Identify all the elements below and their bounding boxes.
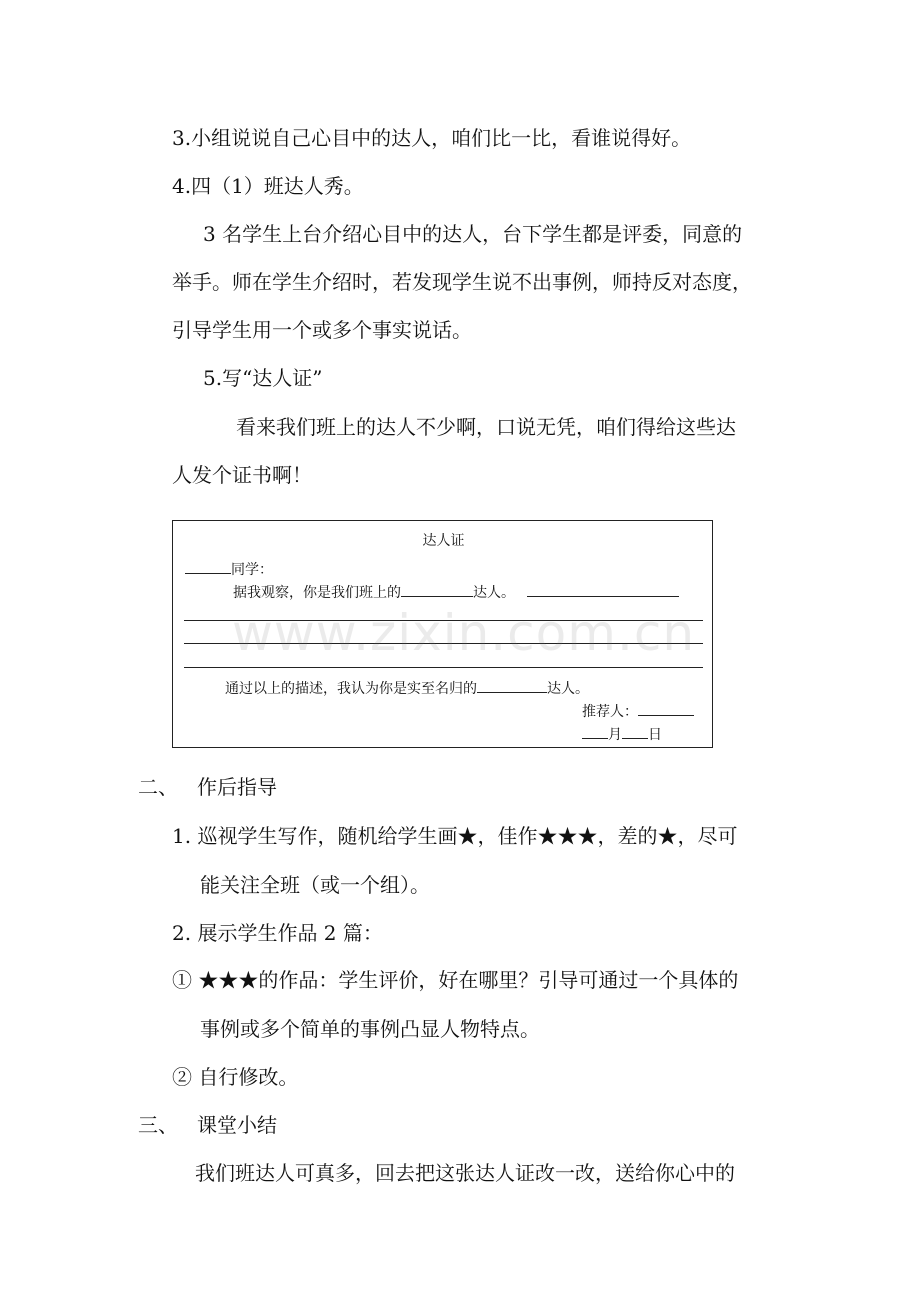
certificate-greeting-line	[185, 559, 273, 577]
recommender-blank	[638, 701, 694, 716]
conclusion-blank	[477, 678, 547, 693]
recommender-label: 推荐人：	[582, 704, 638, 720]
recommender-line	[582, 701, 694, 719]
step-3-text: 3.小组说说自己心目中的达人，咱们比一比，看谁说得好。	[172, 126, 692, 150]
talent-blank	[401, 582, 473, 597]
step-4-heading: 4.四（1）班达人秀。	[172, 174, 364, 198]
date-line	[582, 724, 662, 742]
conclusion-suffix: 达人。	[547, 681, 589, 697]
observe-suffix: 达人。	[473, 585, 515, 601]
section-2-item-2: 2. 展示学生作品 2 篇：	[172, 921, 383, 945]
watermark: www.zixin.com.cn	[232, 604, 696, 662]
day-label: 日	[648, 727, 662, 743]
section-3-title: 课堂小结	[197, 1113, 277, 1137]
name-blank	[185, 559, 231, 574]
description-line-3	[184, 667, 703, 668]
section-3-body: 我们班达人可真多，回去把这张达人证改一改，送给你心中的	[195, 1161, 735, 1185]
section-2-title: 作后指导	[197, 775, 277, 799]
section-2-item-1-line-1: 1. 巡视学生写作，随机给学生画★，佳作★★★，差的★，尽可	[172, 824, 738, 848]
certificate-title: 达人证	[422, 533, 465, 549]
section-2-number: 二、	[138, 775, 178, 799]
step-4-body-line-3: 引导学生用一个或多个事实说话。	[172, 318, 472, 342]
observe-prefix: 据我观察，你是我们班上的	[233, 585, 401, 601]
description-blank	[527, 582, 679, 597]
certificate-observe-line	[233, 582, 679, 600]
section-3-number: 三、	[138, 1113, 178, 1137]
month-label: 月	[608, 727, 622, 743]
day-blank	[622, 724, 648, 739]
section-2-sub-2: ② 自行修改。	[172, 1065, 299, 1089]
step-5-body-line-1: 看来我们班上的达人不少啊，口说无凭，咱们得给这些达	[236, 415, 736, 439]
step-5-body-line-2: 人发个证书啊！	[172, 463, 312, 487]
step-5-heading: 5.写“达人证”	[203, 366, 323, 390]
certificate-conclusion-line	[225, 678, 589, 696]
conclusion-prefix: 通过以上的描述，我认为你是实至名归的	[225, 681, 477, 697]
month-blank	[582, 724, 608, 739]
step-4-body-line-1: 3 名学生上台介绍心目中的达人，台下学生都是评委，同意的	[203, 222, 743, 246]
section-2-sub-1-line-1: ① ★★★的作品：学生评价，好在哪里？引导可通过一个具体的	[172, 968, 739, 992]
section-2-sub-1-line-2: 事例或多个简单的事例凸显人物特点。	[200, 1017, 540, 1041]
certificate-greeting: 同学：	[231, 562, 273, 578]
step-4-body-line-2: 举手。师在学生介绍时，若发现学生说不出事例，师持反对态度，	[172, 270, 752, 294]
section-2-item-1-line-2: 能关注全班（或一个组）。	[200, 873, 430, 897]
